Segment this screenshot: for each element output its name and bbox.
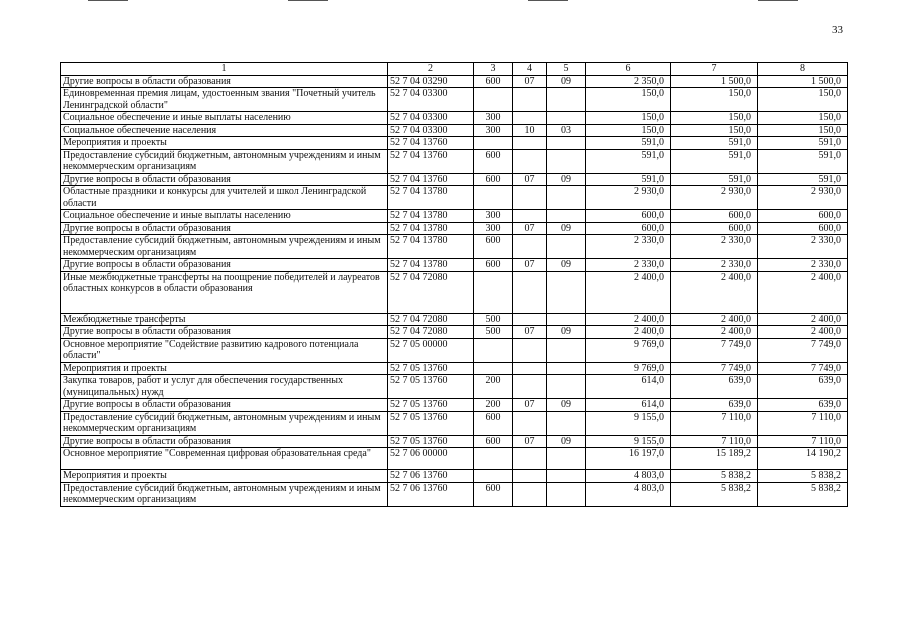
amount-year3-cell: 591,0 <box>758 137 848 150</box>
amount-year1-cell: 2 400,0 <box>586 326 671 339</box>
row-name-cell: Основное мероприятие "Современная цифровая образовательная среда" <box>61 448 388 470</box>
table-row <box>61 75 848 88</box>
amount-year1-cell: 2 350,0 <box>586 75 671 88</box>
row-name-cell: Основное мероприятие "Содействие развитию кадрового потенциала области" <box>61 338 388 362</box>
amount-year3-cell: 7 110,0 <box>758 435 848 448</box>
scan-edge-mark <box>528 0 568 1</box>
expense-type-cell <box>474 88 513 112</box>
table-row <box>61 362 848 375</box>
budget-code-cell: 52 7 04 13780 <box>388 235 474 259</box>
row-name-cell: Другие вопросы в области образования <box>61 173 388 186</box>
expense-type-cell: 600 <box>474 411 513 435</box>
budget-code-cell: 52 7 04 13760 <box>388 149 474 173</box>
table-row <box>61 338 848 362</box>
expense-type-cell: 300 <box>474 210 513 223</box>
expense-type-cell <box>474 470 513 483</box>
amount-year3-cell: 14 190,2 <box>758 448 848 470</box>
table-row <box>61 326 848 339</box>
amount-year1-cell: 2 400,0 <box>586 271 671 313</box>
amount-year2-cell: 600,0 <box>671 210 758 223</box>
expense-type-cell <box>474 448 513 470</box>
amount-year1-cell: 2 330,0 <box>586 235 671 259</box>
expense-type-cell: 600 <box>474 482 513 506</box>
subsection-cell: 09 <box>547 75 586 88</box>
amount-year3-cell: 1 500,0 <box>758 75 848 88</box>
page-number: 33 <box>832 24 843 36</box>
row-name-cell: Единовременная премия лицам, удостоенным звания "Почетный учитель Ленинградской области" <box>61 88 388 112</box>
section-cell: 07 <box>513 435 547 448</box>
table-header-row <box>61 63 848 76</box>
budget-code-cell: 52 7 04 72080 <box>388 326 474 339</box>
column-header: 1 <box>61 63 388 76</box>
expense-type-cell: 200 <box>474 399 513 412</box>
subsection-cell: 09 <box>547 259 586 272</box>
amount-year1-cell: 591,0 <box>586 149 671 173</box>
table-row <box>61 375 848 399</box>
subsection-cell: 09 <box>547 399 586 412</box>
section-cell: 07 <box>513 222 547 235</box>
amount-year1-cell: 150,0 <box>586 124 671 137</box>
row-name-cell: Предоставление субсидий бюджетным, автономным учреждениям и иным некоммерческим организациям <box>61 411 388 435</box>
amount-year3-cell: 600,0 <box>758 210 848 223</box>
section-cell <box>513 313 547 326</box>
section-cell: 07 <box>513 75 547 88</box>
section-cell <box>513 362 547 375</box>
column-header: 7 <box>671 63 758 76</box>
expense-type-cell: 600 <box>474 173 513 186</box>
amount-year1-cell: 9 769,0 <box>586 338 671 362</box>
expense-type-cell: 300 <box>474 222 513 235</box>
row-name-cell: Другие вопросы в области образования <box>61 259 388 272</box>
table-row <box>61 112 848 125</box>
amount-year1-cell: 614,0 <box>586 375 671 399</box>
amount-year2-cell: 15 189,2 <box>671 448 758 470</box>
row-name-cell: Другие вопросы в области образования <box>61 399 388 412</box>
amount-year2-cell: 150,0 <box>671 124 758 137</box>
subsection-cell <box>547 482 586 506</box>
amount-year3-cell: 600,0 <box>758 222 848 235</box>
table-row <box>61 222 848 235</box>
amount-year2-cell: 2 330,0 <box>671 235 758 259</box>
table-row <box>61 470 848 483</box>
budget-code-cell: 52 7 04 13780 <box>388 186 474 210</box>
section-cell: 07 <box>513 259 547 272</box>
expense-type-cell: 600 <box>474 235 513 259</box>
expense-type-cell: 600 <box>474 259 513 272</box>
row-name-cell: Социальное обеспечение населения <box>61 124 388 137</box>
amount-year1-cell: 4 803,0 <box>586 470 671 483</box>
subsection-cell <box>547 313 586 326</box>
row-name-cell: Предоставление субсидий бюджетным, автономным учреждениям и иным некоммерческим организациям <box>61 149 388 173</box>
amount-year1-cell: 9 155,0 <box>586 435 671 448</box>
table-row <box>61 482 848 506</box>
amount-year1-cell: 9 769,0 <box>586 362 671 375</box>
expense-type-cell: 600 <box>474 149 513 173</box>
section-cell <box>513 235 547 259</box>
table-row <box>61 149 848 173</box>
amount-year2-cell: 2 930,0 <box>671 186 758 210</box>
table-row <box>61 399 848 412</box>
amount-year2-cell: 591,0 <box>671 149 758 173</box>
expense-type-cell <box>474 362 513 375</box>
table-row <box>61 448 848 470</box>
section-cell <box>513 186 547 210</box>
scan-edge-mark <box>88 0 128 1</box>
amount-year2-cell: 7 749,0 <box>671 338 758 362</box>
row-name-cell: Другие вопросы в области образования <box>61 222 388 235</box>
subsection-cell <box>547 210 586 223</box>
amount-year3-cell: 5 838,2 <box>758 470 848 483</box>
amount-year3-cell: 7 749,0 <box>758 362 848 375</box>
table-row <box>61 411 848 435</box>
amount-year2-cell: 639,0 <box>671 399 758 412</box>
amount-year2-cell: 2 330,0 <box>671 259 758 272</box>
budget-code-cell: 52 7 05 13760 <box>388 411 474 435</box>
amount-year3-cell: 591,0 <box>758 149 848 173</box>
section-cell <box>513 482 547 506</box>
expense-type-cell <box>474 137 513 150</box>
subsection-cell <box>547 149 586 173</box>
amount-year3-cell: 2 330,0 <box>758 235 848 259</box>
budget-code-cell: 52 7 06 00000 <box>388 448 474 470</box>
section-cell <box>513 375 547 399</box>
subsection-cell <box>547 411 586 435</box>
row-name-cell: Межбюджетные трансферты <box>61 313 388 326</box>
row-name-cell: Мероприятия и проекты <box>61 470 388 483</box>
budget-code-cell: 52 7 04 03300 <box>388 88 474 112</box>
section-cell <box>513 149 547 173</box>
table-row <box>61 235 848 259</box>
amount-year2-cell: 591,0 <box>671 137 758 150</box>
amount-year1-cell: 591,0 <box>586 173 671 186</box>
column-header: 8 <box>758 63 848 76</box>
subsection-cell <box>547 235 586 259</box>
amount-year3-cell: 150,0 <box>758 88 848 112</box>
subsection-cell: 09 <box>547 173 586 186</box>
budget-code-cell: 52 7 05 13760 <box>388 435 474 448</box>
amount-year3-cell: 2 400,0 <box>758 326 848 339</box>
column-header: 5 <box>547 63 586 76</box>
budget-table <box>60 62 848 507</box>
budget-code-cell: 52 7 04 13760 <box>388 137 474 150</box>
expense-type-cell: 600 <box>474 435 513 448</box>
row-name-cell: Иные межбюджетные трансферты на поощрение победителей и лауреатов областных конкурсов в области образования <box>61 271 388 313</box>
budget-code-cell: 52 7 04 13780 <box>388 210 474 223</box>
budget-code-cell: 52 7 04 03300 <box>388 124 474 137</box>
column-header: 4 <box>513 63 547 76</box>
amount-year2-cell: 7 110,0 <box>671 411 758 435</box>
subsection-cell <box>547 137 586 150</box>
amount-year1-cell: 591,0 <box>586 137 671 150</box>
amount-year1-cell: 4 803,0 <box>586 482 671 506</box>
expense-type-cell <box>474 271 513 313</box>
budget-code-cell: 52 7 05 00000 <box>388 338 474 362</box>
table-row <box>61 173 848 186</box>
amount-year2-cell: 7 110,0 <box>671 435 758 448</box>
amount-year1-cell: 150,0 <box>586 88 671 112</box>
budget-code-cell: 52 7 04 13780 <box>388 259 474 272</box>
subsection-cell <box>547 362 586 375</box>
table-row <box>61 259 848 272</box>
expense-type-cell: 500 <box>474 326 513 339</box>
table-row <box>61 210 848 223</box>
subsection-cell <box>547 470 586 483</box>
row-name-cell: Другие вопросы в области образования <box>61 435 388 448</box>
row-name-cell: Мероприятия и проекты <box>61 137 388 150</box>
budget-code-cell: 52 7 04 72080 <box>388 313 474 326</box>
amount-year1-cell: 600,0 <box>586 222 671 235</box>
section-cell <box>513 271 547 313</box>
row-name-cell: Областные праздники и конкурсы для учителей и школ Ленинградской области <box>61 186 388 210</box>
expense-type-cell: 300 <box>474 112 513 125</box>
amount-year1-cell: 9 155,0 <box>586 411 671 435</box>
section-cell: 10 <box>513 124 547 137</box>
subsection-cell: 03 <box>547 124 586 137</box>
amount-year3-cell: 2 400,0 <box>758 313 848 326</box>
budget-code-cell: 52 7 05 13760 <box>388 362 474 375</box>
amount-year3-cell: 150,0 <box>758 112 848 125</box>
subsection-cell <box>547 338 586 362</box>
amount-year3-cell: 7 110,0 <box>758 411 848 435</box>
budget-code-cell: 52 7 06 13760 <box>388 470 474 483</box>
row-name-cell: Другие вопросы в области образования <box>61 326 388 339</box>
amount-year2-cell: 150,0 <box>671 88 758 112</box>
section-cell: 07 <box>513 399 547 412</box>
budget-code-cell: 52 7 05 13760 <box>388 399 474 412</box>
scan-edge-mark <box>758 0 798 1</box>
amount-year2-cell: 5 838,2 <box>671 470 758 483</box>
section-cell: 07 <box>513 326 547 339</box>
amount-year3-cell: 5 838,2 <box>758 482 848 506</box>
amount-year3-cell: 639,0 <box>758 375 848 399</box>
table-row <box>61 271 848 313</box>
subsection-cell <box>547 88 586 112</box>
table-row <box>61 137 848 150</box>
row-name-cell: Закупка товаров, работ и услуг для обеспечения государственных (муниципальных) нужд <box>61 375 388 399</box>
amount-year1-cell: 2 400,0 <box>586 313 671 326</box>
expense-type-cell: 500 <box>474 313 513 326</box>
column-header: 2 <box>388 63 474 76</box>
section-cell <box>513 210 547 223</box>
amount-year3-cell: 7 749,0 <box>758 338 848 362</box>
expense-type-cell: 600 <box>474 75 513 88</box>
table-row <box>61 435 848 448</box>
amount-year1-cell: 16 197,0 <box>586 448 671 470</box>
amount-year1-cell: 600,0 <box>586 210 671 223</box>
budget-code-cell: 52 7 04 03290 <box>388 75 474 88</box>
amount-year2-cell: 1 500,0 <box>671 75 758 88</box>
section-cell <box>513 448 547 470</box>
subsection-cell <box>547 186 586 210</box>
amount-year3-cell: 591,0 <box>758 173 848 186</box>
subsection-cell <box>547 448 586 470</box>
section-cell <box>513 411 547 435</box>
amount-year3-cell: 2 400,0 <box>758 271 848 313</box>
column-header: 3 <box>474 63 513 76</box>
budget-code-cell: 52 7 04 13780 <box>388 222 474 235</box>
subsection-cell: 09 <box>547 435 586 448</box>
amount-year2-cell: 2 400,0 <box>671 271 758 313</box>
expense-type-cell <box>474 186 513 210</box>
row-name-cell: Другие вопросы в области образования <box>61 75 388 88</box>
amount-year2-cell: 2 400,0 <box>671 326 758 339</box>
row-name-cell: Мероприятия и проекты <box>61 362 388 375</box>
scan-edge-mark <box>288 0 328 1</box>
amount-year2-cell: 639,0 <box>671 375 758 399</box>
row-name-cell: Социальное обеспечение и иные выплаты населению <box>61 210 388 223</box>
expense-type-cell <box>474 338 513 362</box>
table-row <box>61 124 848 137</box>
amount-year2-cell: 600,0 <box>671 222 758 235</box>
amount-year2-cell: 5 838,2 <box>671 482 758 506</box>
budget-code-cell: 52 7 04 03300 <box>388 112 474 125</box>
section-cell <box>513 112 547 125</box>
section-cell <box>513 137 547 150</box>
amount-year3-cell: 639,0 <box>758 399 848 412</box>
column-header: 6 <box>586 63 671 76</box>
budget-code-cell: 52 7 04 72080 <box>388 271 474 313</box>
subsection-cell: 09 <box>547 222 586 235</box>
amount-year3-cell: 2 330,0 <box>758 259 848 272</box>
amount-year2-cell: 150,0 <box>671 112 758 125</box>
budget-code-cell: 52 7 06 13760 <box>388 482 474 506</box>
section-cell <box>513 338 547 362</box>
amount-year2-cell: 2 400,0 <box>671 313 758 326</box>
subsection-cell <box>547 375 586 399</box>
amount-year1-cell: 2 330,0 <box>586 259 671 272</box>
amount-year3-cell: 2 930,0 <box>758 186 848 210</box>
budget-code-cell: 52 7 04 13760 <box>388 173 474 186</box>
expense-type-cell: 200 <box>474 375 513 399</box>
section-cell <box>513 470 547 483</box>
amount-year1-cell: 150,0 <box>586 112 671 125</box>
row-name-cell: Социальное обеспечение и иные выплаты населению <box>61 112 388 125</box>
amount-year3-cell: 150,0 <box>758 124 848 137</box>
amount-year1-cell: 614,0 <box>586 399 671 412</box>
subsection-cell <box>547 271 586 313</box>
section-cell: 07 <box>513 173 547 186</box>
amount-year1-cell: 2 930,0 <box>586 186 671 210</box>
expense-type-cell: 300 <box>474 124 513 137</box>
amount-year2-cell: 7 749,0 <box>671 362 758 375</box>
table-row <box>61 88 848 112</box>
subsection-cell: 09 <box>547 326 586 339</box>
amount-year2-cell: 591,0 <box>671 173 758 186</box>
table-row <box>61 186 848 210</box>
budget-code-cell: 52 7 05 13760 <box>388 375 474 399</box>
subsection-cell <box>547 112 586 125</box>
section-cell <box>513 88 547 112</box>
row-name-cell: Предоставление субсидий бюджетным, автономным учреждениям и иным некоммерческим организациям <box>61 235 388 259</box>
row-name-cell: Предоставление субсидий бюджетным, автономным учреждениям и иным некоммерческим организациям <box>61 482 388 506</box>
table-row <box>61 313 848 326</box>
